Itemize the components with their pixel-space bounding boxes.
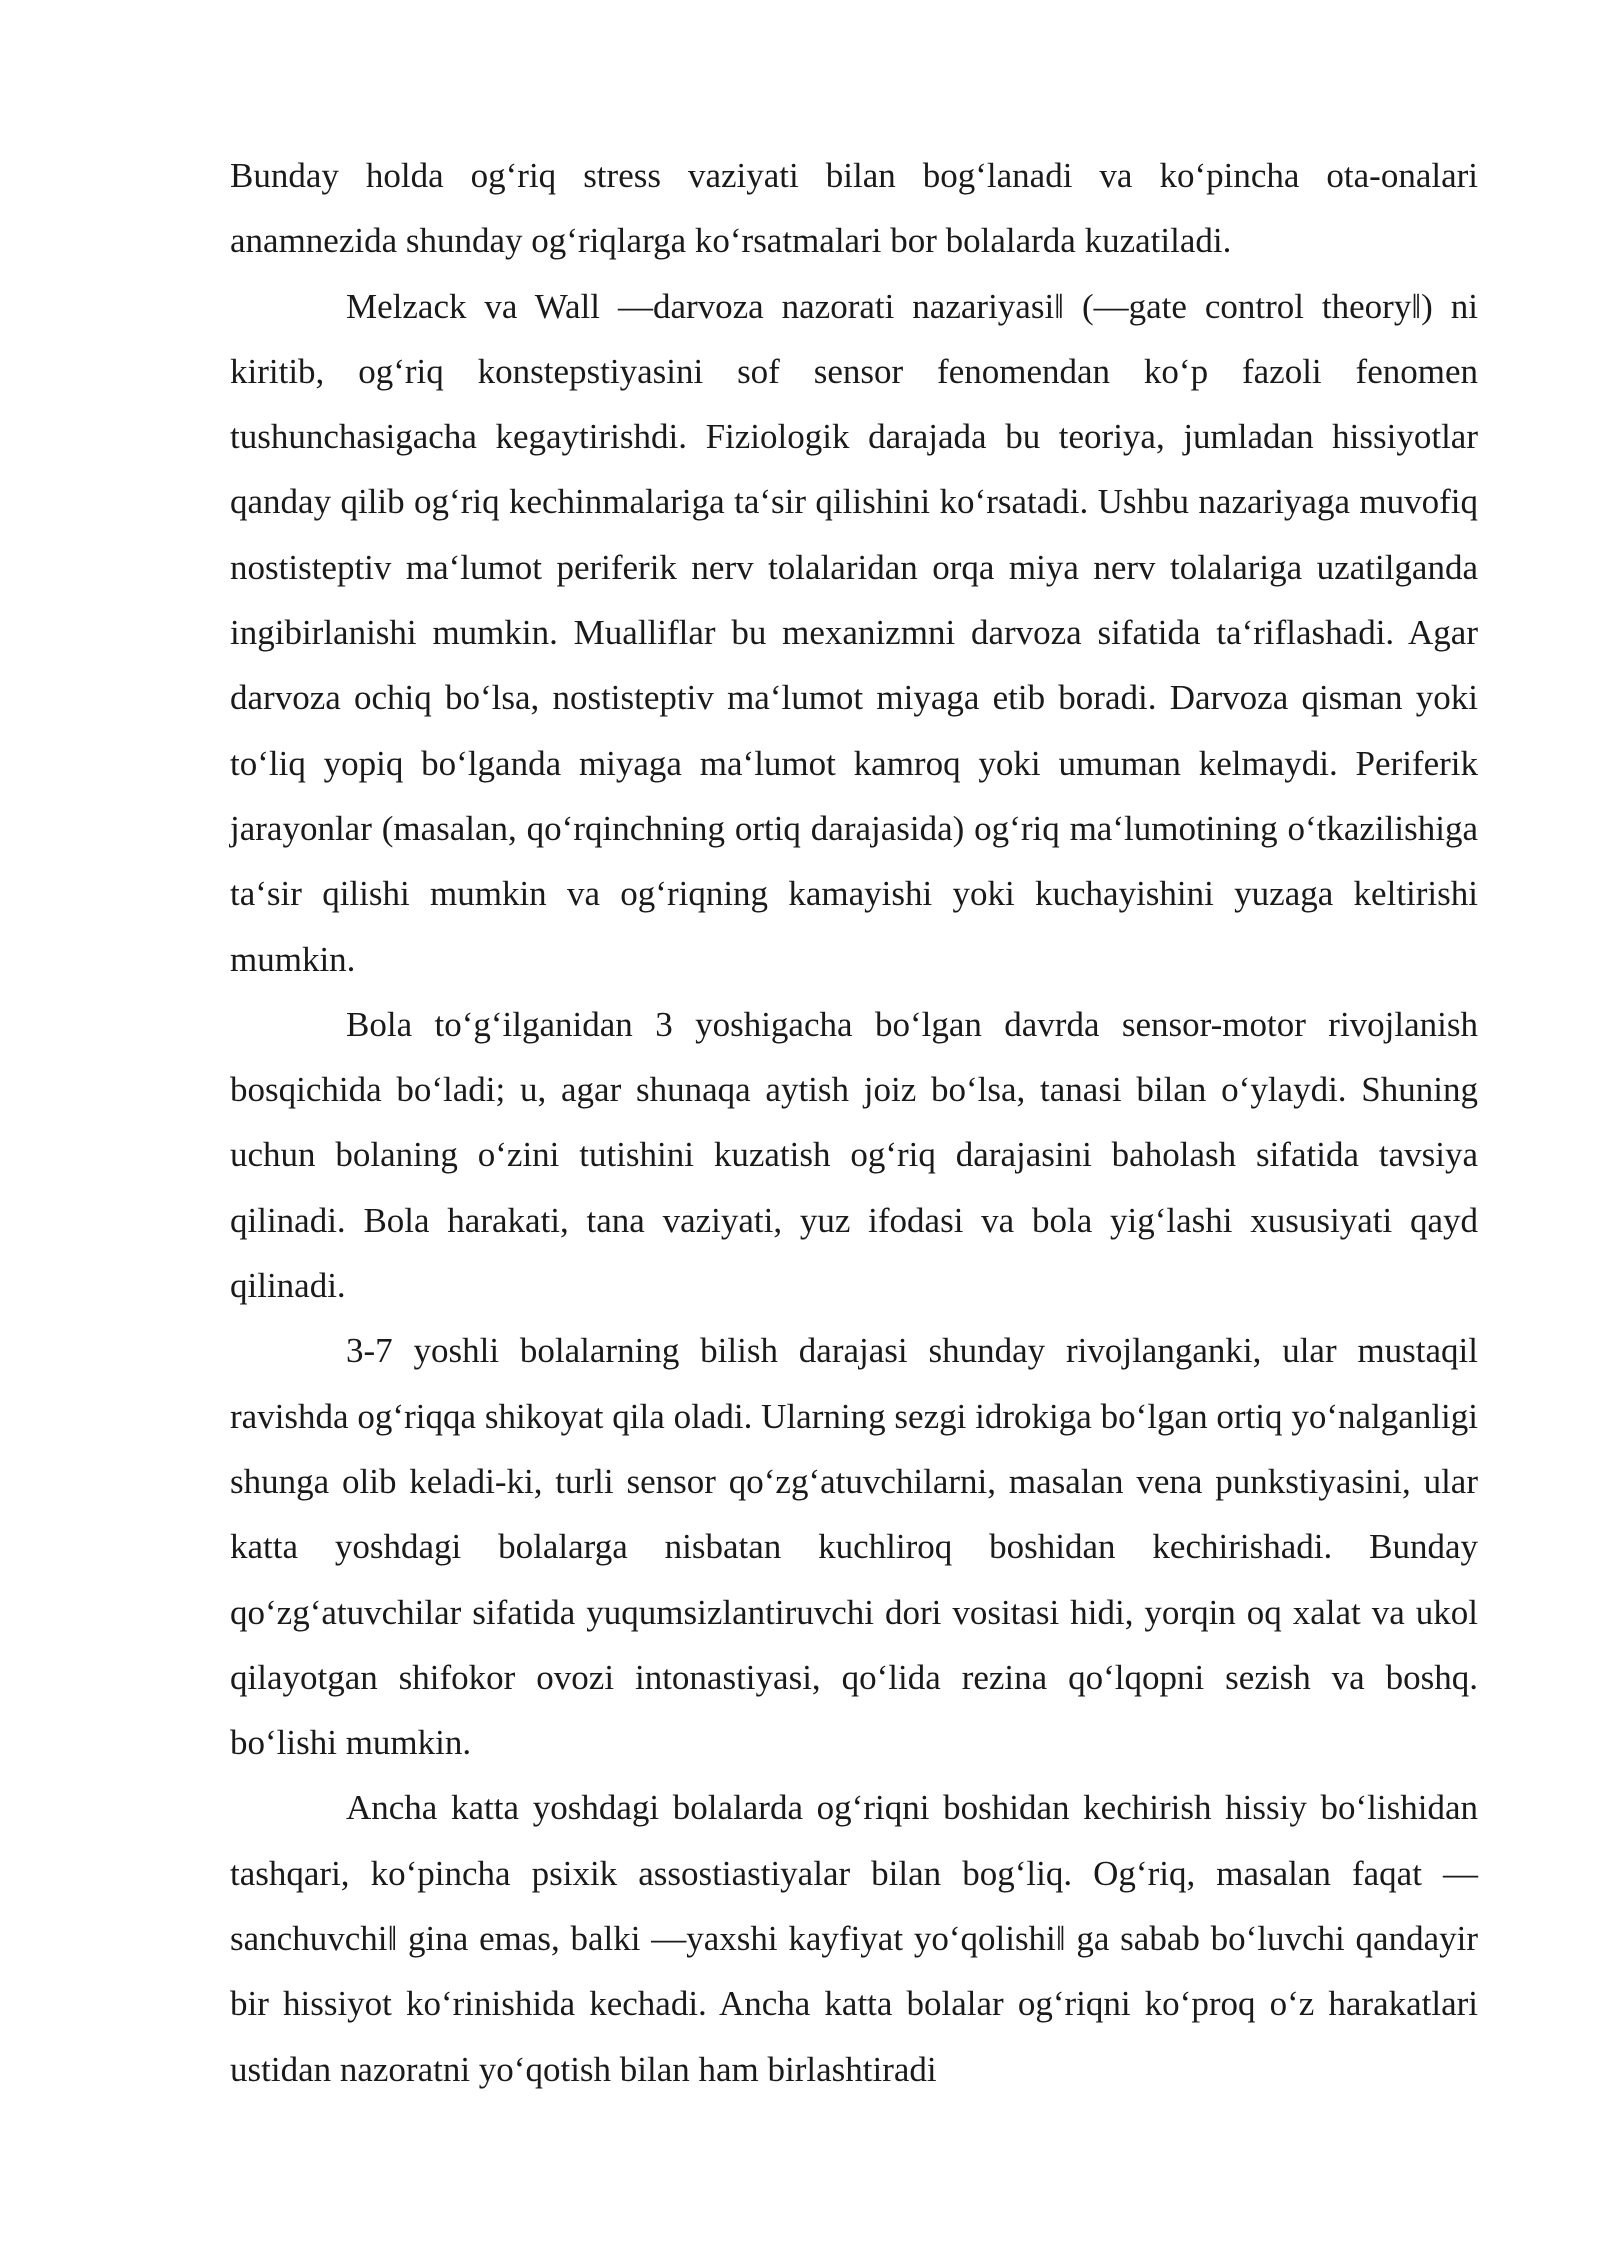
paragraph-2: Melzack va Wall —darvoza nazorati nazariyasi‖ (—gate control theory‖) ni kiritib, og‘riq konstepstiyasini sof sensor fenomendan ko‘p fazoli fenomen tushunchasigacha kegaytirishdi. Fiziologik darajada bu teoriya, jumladan hissiyotlar qanday qilib og‘riq kechinmalariga ta‘sir qilishini ko‘rsatadi. Ushbu nazariyaga muvofiq nostisteptiv ma‘lumot periferik nerv tolalaridan orqa miya nerv tolalariga uzatilganda ingibirlanishi mumkin. Mualliflar bu mexanizmni darvoza sifatida ta‘riflashadi. Agar darvoza ochiq bo‘lsa, nostisteptiv ma‘lumot miyaga etib boradi. Darvoza qisman yoki to‘liq yopiq bo‘lganda miyaga ma‘lumot kamroq yoki umuman kelmaydi. Periferik jarayonlar (masalan, qo‘rqinchning ortiq darajasida) og‘riq ma‘lumotining o‘tkazilishiga ta‘sir qilishi mumkin va og‘riqning kamayishi yoki kuchayishini yuzaga keltirishi mumkin.	[230, 286, 1478, 979]
paragraph-4: 3-7 yoshli bolalarning bilish darajasi shunday rivojlanganki, ular mustaqil ravishda og‘riqqa shikoyat qila oladi. Ularning sezgi idrokiga bo‘lgan ortiq yo‘nalganligi shunga olib keladi-ki, turli sensor qo‘zg‘atuvchilarni, masalan vena punkstiyasini, ular katta yoshdagi bolalarga nisbatan kuchliroq boshidan kechirishadi. Bunday qo‘zg‘atuvchilar sifatida yuqumsizlantiruvchi dori vositasi hidi, yorqin oq xalat va ukol qilayotgan shifokor ovozi intonastiyasi, qo‘lida rezina qo‘lqopni sezish va boshq. bo‘lishi mumkin.	[230, 1331, 1478, 1763]
paragraph-5: Ancha katta yoshdagi bolalarda og‘riqni boshidan kechirish hissiy bo‘lishidan tashqari, ko‘pincha psixik assostiastiyalar bilan bog‘liq. Og‘riq, masalan faqat —sanchuvchi‖ gina emas, balki —yaxshi kayfiyat yo‘qolishi‖ ga sabab bo‘luvchi qandayir bir hissiyot ko‘rinishida kechadi. Ancha katta bolalar og‘riqni ko‘proq o‘z harakatlari ustidan nazoratni yo‘qotish bilan ham birlashtiradi	[230, 1788, 1478, 2089]
paragraph-3: Bola to‘g‘ilganidan 3 yoshigacha bo‘lgan davrda sensor-motor rivojlanish bosqichida bo‘ladi; u, agar shunaqa aytish joiz bo‘lsa, tanasi bilan o‘ylaydi. Shuning uchun bolaning o‘zini tutishini kuzatish og‘riq darajasini baholash sifatida tavsiya qilinadi. Bola harakati, tana vaziyati, yuz ifodasi va bola yig‘lashi xususiyati qayd qilinadi.	[230, 1004, 1478, 1306]
paragraph-1: Bunday holda og‘riq stress vaziyati bilan bog‘lanadi va ko‘pincha ota-onalari anamnezida shunday og‘riqlarga ko‘rsatmalari bor bolalarda kuzatiladi.	[230, 156, 1478, 261]
document-body	[230, 143, 1478, 2102]
